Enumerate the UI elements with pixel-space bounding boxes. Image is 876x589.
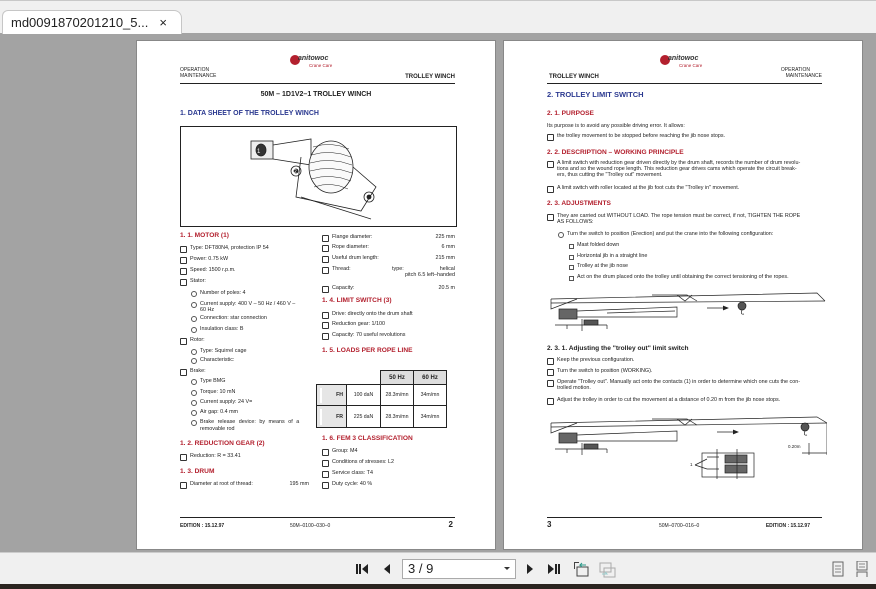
adjustments-item: They are carried out WITHOUT LOAD. The rope tension must be correct, if not, TIGHTEN THE ROPE xyxy=(547,213,800,219)
speed-50-cell: 28.3m/mn xyxy=(381,406,414,428)
fem-stresses: Conditions of stresses: L2 xyxy=(322,459,394,465)
fem-group: Group: M4 xyxy=(322,448,357,454)
motor-heading: 1. 1. MOTOR (1) xyxy=(180,232,229,239)
chevron-down-icon xyxy=(504,567,510,570)
page-title: 50M – 1D1V2–1 TROLLEY WINCH xyxy=(260,91,372,98)
contact-callout: 1 xyxy=(690,462,693,467)
rotate-left-icon[interactable] xyxy=(571,561,591,577)
flange-label: Flange diameter: xyxy=(322,234,372,240)
brake-release: Brake release device: by means of a xyxy=(190,419,299,425)
stator-poles: Number of poles: 4 xyxy=(190,290,246,296)
length-label: Useful drum length: xyxy=(322,255,379,261)
length-value: 215 mm xyxy=(435,255,455,261)
fem-duty: Duty cycle: 40 % xyxy=(322,481,372,487)
rotor-label: Rotor: xyxy=(180,337,205,343)
stator-supply: Current supply: 400 V – 50 Hz / 460 V – xyxy=(190,301,295,307)
stator-label: Stator: xyxy=(180,278,206,284)
stator-supply-cont: 60 Hz xyxy=(200,307,215,313)
brake-release-cont: removable rod xyxy=(200,426,235,432)
brake-label: Brake: xyxy=(180,368,206,374)
footer-code: 50M–0100–030–0 xyxy=(290,523,331,529)
purpose-item: the trolley movement to be stopped before reaching the jib nose stops. xyxy=(547,133,725,139)
capacity-label: Capacity: xyxy=(322,285,354,291)
description-item-1-line3: ers, thus cutting the "Trolley out" movement. xyxy=(557,172,663,178)
header-maintenance: MAINTENANCE xyxy=(785,73,822,79)
svg-text:1: 1 xyxy=(257,149,261,155)
thread-type-value: helical xyxy=(439,266,455,272)
mode-fr: FR xyxy=(317,406,347,428)
first-page-icon[interactable] xyxy=(354,561,370,577)
rotor-characteristic: Characteristic: xyxy=(190,357,234,363)
pdf-toolbar xyxy=(0,552,876,584)
description-item-1-line2: tions and so the wound rope length. This reduction gear drives cams which operate the circuit break- xyxy=(557,166,797,172)
rotate-right-icon[interactable] xyxy=(597,561,617,577)
footer-code: 50M–0700–016–0 xyxy=(659,523,700,529)
table-row xyxy=(317,406,447,428)
trolley-out-item: Adjust the trolley in order to cut the movement at a distance of 0.20 m from the jib nose stops. xyxy=(547,397,780,403)
pdf-page-2 xyxy=(137,41,495,549)
stator-connection: Connection: star connection xyxy=(190,315,267,321)
winch-illustration xyxy=(180,126,457,227)
capacity-value: 20.5 m xyxy=(438,285,455,291)
svg-text:2: 2 xyxy=(294,169,297,175)
thread-label: Thread: xyxy=(322,266,351,272)
document-tab[interactable] xyxy=(2,10,182,34)
trolley-out-item: Turn the switch to position (WORKING). xyxy=(547,368,652,374)
drum-diameter-label: Diameter at root of thread: xyxy=(180,481,253,487)
limit-heading: 1. 4. LIMIT SWITCH (3) xyxy=(322,297,392,304)
header-title: TROLLEY WINCH xyxy=(549,74,599,80)
page-number: 2 xyxy=(448,520,453,529)
mode-fh: FH xyxy=(317,385,347,406)
header-operation: OPERATION xyxy=(780,67,810,73)
footer-rule xyxy=(547,517,822,518)
close-icon[interactable]: × xyxy=(159,15,167,30)
distance-label: 0.20m xyxy=(788,444,801,449)
continuous-view-icon[interactable] xyxy=(854,561,870,577)
thread-pitch: pitch 6.5 left–handed xyxy=(404,272,455,278)
trolley-out-heading: 2. 3. 1. Adjusting the "trolley out" limit switch xyxy=(547,345,689,352)
drum-diameter-value: 195 mm xyxy=(289,481,309,487)
crane-diagram-erection xyxy=(547,289,827,339)
thread-type-label: type: xyxy=(392,266,404,272)
speed-60-cell: 34m/mn xyxy=(414,385,447,406)
brake-supply: Current supply: 24 V= xyxy=(190,399,252,405)
loads-table xyxy=(316,370,447,428)
page-select[interactable] xyxy=(402,559,516,579)
trolley-out-item-line2: trolled motion. xyxy=(557,385,591,391)
page-select-value: 3 / 9 xyxy=(408,561,434,576)
tab-title: md0091870201210_5... xyxy=(11,15,149,30)
limit-capacity: Capacity: 70 useful revolutions xyxy=(322,332,405,338)
footer-edition: EDITION : 15.12.97 xyxy=(765,523,810,529)
trolley-out-item: Operate "Trolley out". Manually act onto the contacts (1) in order to determine which one cuts the con- xyxy=(547,379,800,385)
description-heading: 2. 2. DESCRIPTION – WORKING PRINCIPLE xyxy=(547,149,684,156)
adjustments-heading: 2. 3. ADJUSTMENTS xyxy=(547,200,611,207)
description-item-1: A limit switch with reduction gear driven directly by the drum shaft, records the number of drum revolu- xyxy=(547,160,800,166)
motor-speed: Speed: 1500 r.p.m. xyxy=(180,267,236,273)
drum-heading: 1. 3. DRUM xyxy=(180,468,215,475)
header-rule xyxy=(547,83,822,84)
brake-torque: Torque: 10 mN xyxy=(190,389,235,395)
flange-value: 225 mm xyxy=(435,234,455,240)
manitowoc-logo: anitowoc Crane Care xyxy=(290,55,338,71)
stator-insulation: Insulation class: B xyxy=(190,326,243,332)
speed-60-cell: 34m/mn xyxy=(414,406,447,428)
speed-50-cell: 28.3m/mn xyxy=(381,385,414,406)
rotor-type: Type: Squirrel cage xyxy=(190,348,246,354)
taskbar-strip xyxy=(0,584,876,589)
load-cell: 225 daN xyxy=(347,406,381,428)
header-maintenance: MAINTENANCE xyxy=(180,73,217,79)
motor-power: Power: 0.75 kW xyxy=(180,256,228,262)
next-page-icon[interactable] xyxy=(523,561,537,577)
section-heading: 2. TROLLEY LIMIT SWITCH xyxy=(547,90,644,99)
adjustment-step: Mast folded down xyxy=(567,242,619,248)
adjustment-step: Trolley at the jib nose xyxy=(567,263,628,269)
adjustment-step: Act on the drum placed onto the trolley until obtaining the correct tensioning of the ropes. xyxy=(567,274,789,280)
gear-reduction: Reduction: R = 33.41 xyxy=(180,453,241,459)
tab-bar xyxy=(0,0,876,33)
manitowoc-logo: anitowoc Crane Care xyxy=(660,55,708,71)
crane-diagram-working xyxy=(547,413,827,483)
header-rule xyxy=(180,83,455,84)
footer-edition: EDITION : 15.12.97 xyxy=(180,523,225,529)
limit-gear: Reduction gear: 1/100 xyxy=(322,321,385,327)
col-50hz: 50 Hz xyxy=(381,371,414,385)
header-title: TROLLEY WINCH xyxy=(405,74,455,80)
trolley-out-item: Keep the previous configuration. xyxy=(547,357,634,363)
rope-value: 6 mm xyxy=(441,244,455,250)
page-number: 3 xyxy=(547,520,552,529)
last-page-icon[interactable] xyxy=(546,561,562,577)
purpose-heading: 2. 1. PURPOSE xyxy=(547,110,594,117)
single-page-view-icon[interactable] xyxy=(830,561,846,577)
description-item-2: A limit switch with roller located at the jib foot cuts the "Trolley in" movement. xyxy=(547,185,739,191)
section-heading: 1. DATA SHEET OF THE TROLLEY WINCH xyxy=(180,110,319,117)
motor-type: Type: DFT80N4, protection IP 54 xyxy=(180,245,269,251)
col-60hz: 60 Hz xyxy=(414,371,447,385)
brake-type: Type BMG xyxy=(190,378,225,384)
gear-heading: 1. 2. REDUCTION GEAR (2) xyxy=(180,440,265,447)
fem-service: Service class: T4 xyxy=(322,470,373,476)
purpose-intro: Its purpose is to avoid any possible driving error. It allows: xyxy=(547,123,685,129)
adjustment-step: Horizontal jib in a straight line xyxy=(567,253,647,259)
limit-drive: Drive: directly onto the drum shaft xyxy=(322,311,413,317)
brake-air-gap: Air gap: 0.4 mm xyxy=(190,409,238,415)
table-row xyxy=(317,385,447,406)
header-operation: OPERATION xyxy=(180,67,210,73)
pdf-page-3 xyxy=(504,41,862,549)
rope-label: Rope diameter: xyxy=(322,244,369,250)
previous-page-icon[interactable] xyxy=(379,561,393,577)
load-cell: 100 daN xyxy=(347,385,381,406)
fem-heading: 1. 6. FEM 3 CLASSIFICATION xyxy=(322,435,413,442)
adjustments-sub: Turn the switch to position (Erection) and put the crane into the following configuration: xyxy=(557,231,773,237)
adjustments-item-line2: AS FOLLOWS: xyxy=(557,219,594,225)
footer-rule xyxy=(180,517,455,518)
loads-heading: 1. 5. LOADS PER ROPE LINE xyxy=(322,347,413,354)
